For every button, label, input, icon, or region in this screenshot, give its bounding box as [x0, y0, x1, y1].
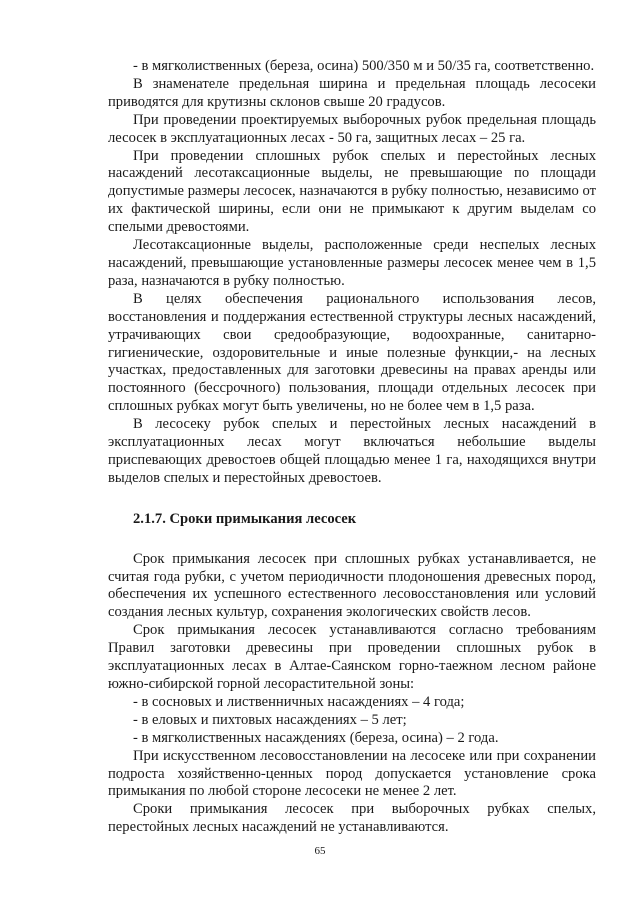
paragraph-immature-stands: Лесотаксационные выделы, расположенные среди неспелых лесных насаждений, превышающие установленные размеры лесосек менее чем в 1,5 раза, назначаются в рубку полностью. [108, 237, 596, 289]
list-item-pine-larch: - в сосновых и лиственничных насаждениях – 4 года; [133, 693, 465, 710]
list-item-birch-aspen: - в мягколиственных насаждениях (береза, осина) – 2 года. [133, 729, 499, 746]
paragraph-adjacency-rules: Срок примыкания лесосек устанавливаются согласно требованиям Правил заготовки древесины при проведении сплошных рубок в эксплуатационных лесах в Алтае-Саянском горно-таежном лесном районе южно-сибирской горной лесорастительной зоны: [108, 622, 596, 692]
paragraph-soft-leaved-limits: - в мягколиственных (береза, осина) 500/350 м и 50/35 га, соответственно. [133, 58, 595, 74]
document-page [108, 58, 596, 837]
paragraph-clear-felling-allotments: При проведении сплошных рубок спелых и перестойных лесных насаждений лесотаксационные выделы, не превышающие по площади допустимые размеры лесосек, назначаются в рубку полностью, независимо от их фактической ширины, если они не примыкают к другим выделам со спелыми древостоями. [108, 147, 596, 236]
paragraph-selective-no-period: Сроки примыкания лесосек при выборочных рубках спелых, перестойных лесных насаждений не устанавливаются. [108, 801, 596, 836]
section-heading: 2.1.7. Сроки примыкания лесосек [133, 510, 357, 527]
paragraph-selective-felling-area: При проведении проектируемых выборочных рубок предельная площадь лесосек в эксплуатационных лесах - 50 га, защитных лесах – 25 га. [108, 111, 596, 146]
page-number: 65 [314, 845, 326, 857]
paragraph-small-allotments: В лесосеку рубок спелых и перестойных лесных насаждений в эксплуатационных лесах могут включаться небольшие выделы приспевающих древостоев общей площадью менее 1 га, находящихся внутри выделов спелых и перестойных древостоев. [108, 416, 596, 486]
paragraph-rational-use: В целях обеспечения рационального использования лесов, восстановления и поддержания естественной структуры лесных насаждений, утрачивающих свои средообразующие, водоохранные, санитарно-гигиенические, оздоровительные и иные полезные функции,- на лесных участках, предоставленных для заготовки древесины на правах аренды или постоянного (бессрочного) пользования, площади отдельных лесосек при сплошных рубках могут быть увеличены, но не более чем в 1,5 раза. [108, 290, 596, 415]
paragraph-artificial-regeneration: При искусственном лесовосстановлении на лесосеке или при сохранении подроста хозяйственно-ценных пород допускается установление срока примыкания по любой стороне лесосеки не менее 2 лет. [108, 747, 596, 800]
paragraph-adjacency-period: Срок примыкания лесосек при сплошных рубках устанавливается, не считая года рубки, с учетом периодичности плодоношения древесных пород, обеспечения их успешного естественного лесовосстановления или условий создания лесных культур, сохранения экологических свойств лесов. [108, 550, 596, 621]
list-item-spruce-fir: - в еловых и пихтовых насаждениях – 5 лет; [133, 711, 407, 728]
paragraph-denominator-note: В знаменателе предельная ширина и предельная площадь лесосеки приводятся для крутизны склонов свыше 20 градусов. [108, 75, 596, 110]
